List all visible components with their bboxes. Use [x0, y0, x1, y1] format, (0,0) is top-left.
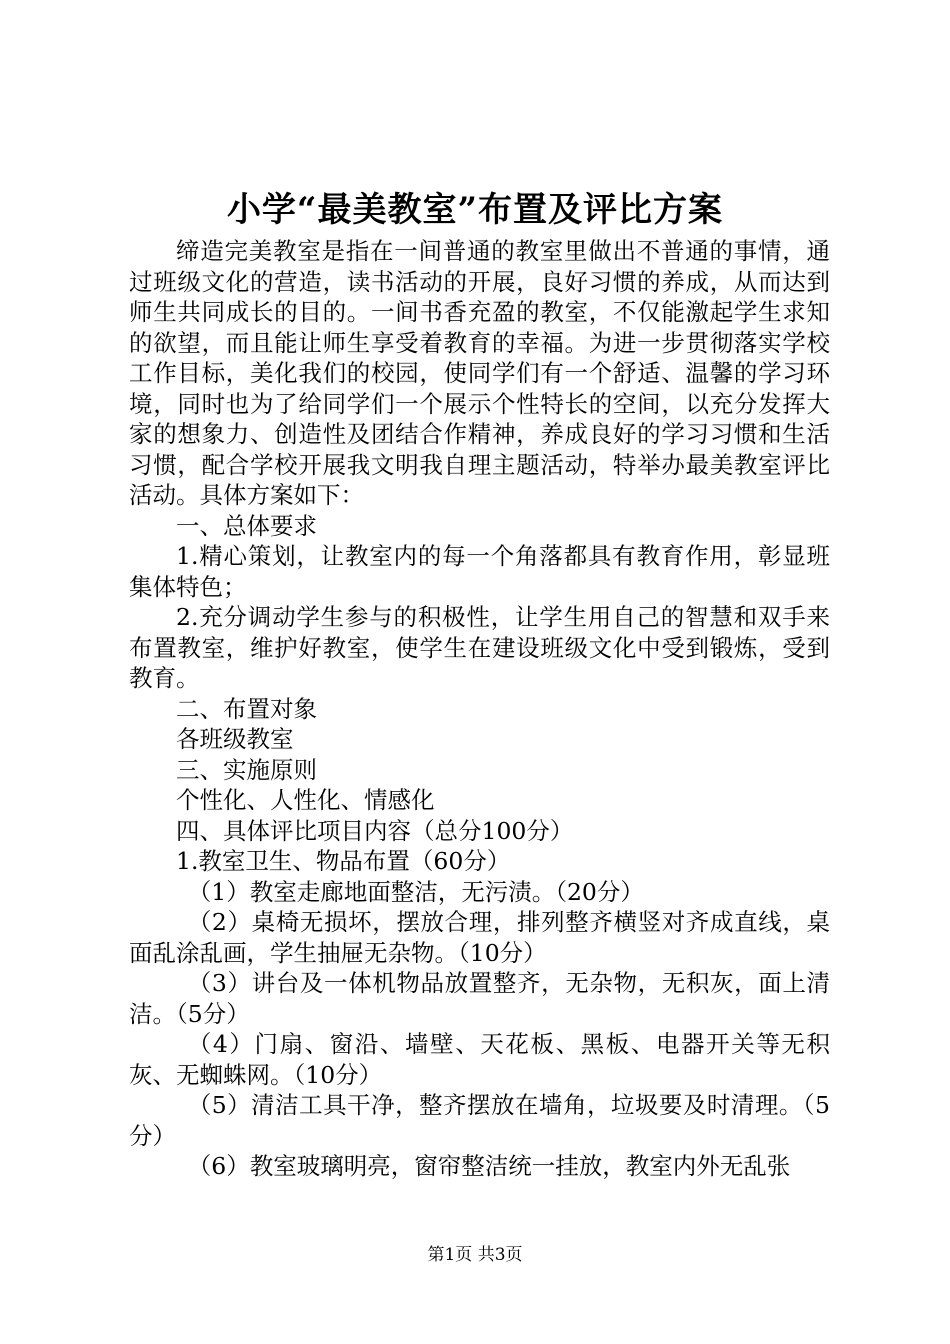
requirement-item-2: 2.充分调动学生参与的积极性，让学生用自己的智慧和双手来布置教室，维护好教室，使学生在建设班级文化中受到锻炼，受到教育。 [129, 603, 830, 692]
intro-paragraph: 缔造完美教室是指在一间普通的教室里做出不普通的事情，通过班级文化的营造，读书活动的开展，良好习惯的养成，从而达到师生共同成长的目的。一间书香充盈的教室，不仅能激起学生求知的欲望，而且能让师生享受着教育的幸福。为进一步贯彻落实学校工作目标，美化我们的校园，使同学们有一个舒适、温馨的学习环境，同时也为了给同学们一个展示个性特长的空间，以充分发挥大家的想象力、创造性及团结合作精神，养成良好的学习习惯和生活习惯，配合学校开展我文明我自理主题活动，特举办最美教室评比活动。具体方案如下： [129, 237, 830, 509]
section-heading-principles: 三、实施原则 [176, 755, 317, 784]
targets-text: 各班级教室 [176, 725, 294, 753]
criteria-item-1: （1）教室走廊地面整洁，无污渍。（20分） [187, 877, 644, 906]
criteria-item-4: （4）门扇、窗沿、墙壁、天花板、黑板、电器开关等无积灰、无蜘蛛网。（10分） [129, 1030, 830, 1089]
document-body [129, 236, 830, 1182]
principles-text: 个性化、人性化、情感化 [176, 786, 435, 814]
criteria-item-3: （3）讲台及一体机物品放置整齐，无杂物，无积灰，面上清洁。（5分） [129, 969, 830, 1028]
criteria-item-6: （6）教室玻璃明亮，窗帘整洁统一挂放，教室内外无乱张 [187, 1152, 791, 1180]
criteria-item-2: （2）桌椅无损坏，摆放合理，排列整齐横竖对齐成直线，桌面乱涂乱画，学生抽屉无杂物。（10分） [129, 908, 830, 967]
section-heading-requirements: 一、总体要求 [176, 511, 317, 540]
criteria-item-5: （5）清洁工具干净，整齐摆放在墙角，垃圾要及时清理。（5分） [129, 1091, 830, 1150]
criteria-group-1: 1.教室卫生、物品布置（60分） [176, 847, 511, 875]
section-heading-criteria: 四、具体评比项目内容（总分100分） [176, 816, 574, 845]
page-footer: 第1页 共3页 [427, 1245, 523, 1265]
requirement-item-1: 1.精心策划，让教室内的每一个角落都具有教育作用，彰显班集体特色； [129, 542, 830, 601]
section-heading-targets: 二、布置对象 [176, 694, 317, 723]
document-title: 小学“最美教室”布置及评比方案 [226, 190, 724, 230]
